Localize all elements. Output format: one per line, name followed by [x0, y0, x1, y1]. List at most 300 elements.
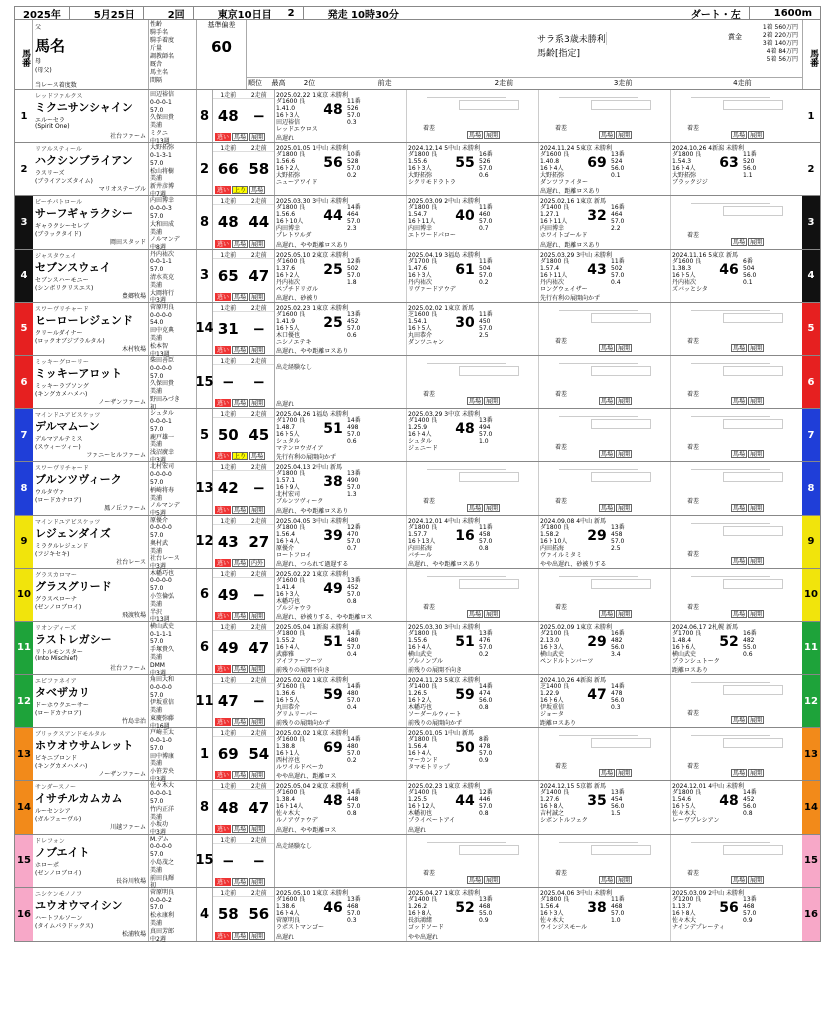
race-left-line-1: 1.55.6 — [408, 158, 428, 166]
horse-name[interactable]: ヒーローレジェンド — [35, 313, 133, 327]
race-empty-tags — [599, 610, 632, 618]
legend-name: 馬名 — [35, 37, 66, 55]
race-right-line-0: 13番 — [611, 151, 625, 159]
trait-tag: 展開 — [251, 666, 264, 674]
past-race-1[interactable] — [275, 835, 407, 887]
past-race-3[interactable] — [539, 622, 671, 674]
race-index: 44 — [323, 208, 343, 225]
race-right-line-0: 11番 — [611, 895, 625, 903]
horse-name[interactable]: ハクシンブライアン — [35, 154, 133, 168]
horse-row[interactable] — [15, 303, 820, 356]
past-race-3[interactable] — [539, 835, 671, 887]
index-values — [213, 312, 274, 346]
speed-index — [213, 622, 275, 674]
trait-tag: 展開 — [750, 610, 763, 618]
past-race-1[interactable] — [275, 675, 407, 727]
race-left-line-1: 1.22.9 — [540, 690, 560, 698]
race-right-line-1: 490 — [347, 477, 359, 485]
race-left — [539, 895, 588, 931]
race-right-line-2: 57.0 — [479, 324, 493, 332]
race-right-line-1: 504 — [743, 264, 755, 272]
race-left — [275, 470, 324, 506]
race-right-line-3: 1.0 — [479, 438, 489, 446]
race-empty-header — [691, 835, 770, 843]
race-left-line-1: 1.54.3 — [672, 158, 692, 166]
legend-trainer: 調教師名 — [150, 53, 175, 60]
race-body — [539, 524, 670, 559]
race-left-line-2: 16ト14人 — [276, 803, 304, 811]
horse-row[interactable] — [15, 462, 820, 518]
trait-tag: 上り — [234, 453, 247, 461]
past-race-4[interactable] — [671, 569, 802, 621]
std-box — [197, 20, 247, 89]
race-index: 29 — [587, 527, 607, 544]
jockey-line-2: 57.0 — [150, 425, 164, 433]
race-right-line-3: 0.8 — [479, 704, 489, 712]
race-empty-label: 着差 — [687, 603, 700, 611]
past-race-4[interactable] — [671, 888, 802, 941]
horse-row[interactable] — [15, 622, 820, 675]
horse-row[interactable] — [15, 409, 820, 462]
past-race-2[interactable] — [407, 888, 539, 941]
past-race-2[interactable] — [407, 143, 539, 195]
race-empty-tags — [731, 238, 764, 246]
race-right — [479, 524, 538, 559]
jockey-line-2: 57.0 — [150, 106, 164, 114]
race-left-line-0: ダ1700 良 — [672, 629, 702, 637]
past-race-2[interactable] — [407, 675, 539, 727]
trait-tag: 展開 — [251, 612, 264, 620]
past-race-4[interactable] — [671, 835, 802, 887]
race-right-line-2: 57.0 — [479, 271, 493, 279]
index-values — [213, 99, 274, 133]
horse-name[interactable]: ミクニサンシャイン — [35, 101, 133, 114]
race-left-line-1: 1.41.4 — [276, 583, 296, 591]
jockey-line-3: 鹿戸雄一 — [150, 433, 175, 441]
horse-name[interactable]: ブルンツヴィーク — [35, 473, 122, 487]
past-races — [275, 835, 802, 887]
jockey-info — [149, 835, 197, 890]
jockey-line-1: 0-0-0-0 — [150, 524, 172, 532]
index-values — [213, 844, 274, 878]
race-left-line-4: グリムリーパー — [276, 711, 318, 719]
race-right-line-2: 56.0 — [743, 803, 757, 811]
index-labels — [213, 250, 274, 259]
past-race-3[interactable] — [539, 250, 671, 302]
past-race-1[interactable] — [275, 250, 407, 302]
race-right-line-2: 57.0 — [611, 271, 625, 279]
past-race-1[interactable] — [275, 462, 407, 514]
race-condition: 馬齢[指定] — [537, 49, 581, 59]
horse-number: 13 — [15, 728, 33, 780]
horse-number: 1 — [15, 90, 33, 142]
race-left — [275, 736, 324, 772]
best-label: 1走前 — [213, 835, 244, 844]
past-race-1[interactable] — [275, 728, 407, 780]
second-index: 27 — [248, 532, 270, 551]
race-left — [539, 204, 588, 240]
jockey-line-4: 美浦 — [150, 175, 163, 183]
past-race-1[interactable] — [275, 356, 407, 408]
past-race-4[interactable] — [671, 675, 802, 727]
index-labels — [213, 143, 274, 152]
breeder-name: 川越ファーム — [110, 824, 146, 832]
col-order: 順位 — [248, 79, 262, 87]
jockey-line-0: 田辺裕信 — [150, 91, 175, 98]
race-left-line-2: 16ト6人 — [540, 697, 564, 705]
horse-row[interactable] — [15, 250, 820, 303]
race-left-line-3: 菅原明良 — [276, 916, 301, 924]
race-empty-label: 着差 — [423, 603, 436, 611]
second-index: 58 — [248, 160, 270, 179]
best-index: 50 — [217, 426, 239, 445]
race-right — [479, 736, 538, 771]
damsire-name: (シンボリクリスエス) — [35, 284, 94, 292]
race-empty-label: 着差 — [555, 337, 568, 345]
trait-tag: 展開 — [486, 504, 499, 512]
best-label: 1走前 — [213, 90, 244, 99]
jockey-line-1: 0-0-0-2 — [150, 896, 172, 904]
past-race-4[interactable] — [671, 462, 802, 514]
best-index: 43 — [217, 532, 239, 551]
past-race-2[interactable] — [407, 462, 539, 514]
jockey-line-5: 野田みづき — [150, 395, 180, 403]
race-body — [539, 630, 670, 665]
past-race-1[interactable] — [275, 622, 407, 674]
horse-row[interactable] — [15, 728, 820, 784]
past-race-3[interactable] — [539, 356, 671, 408]
race-body — [407, 683, 538, 718]
race-index: 35 — [587, 793, 607, 810]
past-race-4[interactable] — [671, 781, 802, 833]
trait-tag: 馬場 — [234, 506, 247, 514]
trait-tag: 馬場 — [234, 293, 247, 301]
past-race-2[interactable] — [407, 90, 539, 142]
past-race-3[interactable] — [539, 569, 671, 621]
past-race-1[interactable] — [275, 569, 407, 621]
trait-tag: 馬場 — [469, 504, 482, 512]
jockey-line-6: 中3週 — [150, 669, 166, 677]
dam-name: ミッキーラブソング — [35, 382, 89, 390]
trait-tag: 馬場 — [234, 772, 247, 780]
banum-label-right: 馬番 — [802, 20, 820, 89]
race-empty-tags — [599, 504, 632, 512]
race-right-line-1: 526 — [479, 158, 491, 166]
past-race-4[interactable] — [671, 728, 802, 780]
race-empty-label: 着差 — [555, 391, 568, 399]
race-right-line-3: 2.5 — [611, 544, 621, 552]
second-index: 45 — [248, 426, 270, 445]
race-body — [407, 789, 538, 824]
jockey-line-1: 0-0-0-0 — [150, 577, 172, 585]
horse-row[interactable] — [15, 356, 820, 409]
second-index: − — [252, 851, 266, 870]
race-left-line-4: ラポストマンゴー — [276, 923, 325, 931]
horse-row[interactable] — [15, 781, 820, 837]
sire-name: グラスカロマー — [35, 571, 77, 579]
past-race-3[interactable] — [539, 303, 671, 355]
past-race-4[interactable] — [671, 409, 802, 461]
past-race-4[interactable] — [671, 356, 802, 408]
jockey-line-6: 中3週 — [150, 776, 166, 784]
race-right-line-0: 12番 — [347, 257, 361, 265]
race-right — [611, 896, 670, 931]
race-left — [275, 629, 323, 665]
race-left — [407, 896, 451, 931]
race-left-line-3: 大野拓弥 — [672, 172, 697, 180]
past-race-4[interactable] — [671, 516, 802, 568]
past-race-3[interactable] — [539, 143, 671, 195]
past-race-1[interactable] — [275, 888, 407, 941]
jockey-line-2: 57.0 — [150, 904, 164, 912]
past-race-4[interactable] — [671, 196, 802, 248]
jockey-line-2: 57.0 — [150, 159, 164, 167]
horse-number: 8 — [15, 462, 33, 514]
race-empty-box — [459, 100, 519, 110]
race-left-line-2: 16ト8人 — [540, 803, 564, 811]
index-tags — [213, 878, 274, 887]
past-race-3[interactable] — [539, 409, 671, 461]
past-race-2[interactable] — [407, 250, 539, 302]
horse-name[interactable]: レジェンダイズ — [35, 526, 111, 540]
horse-row[interactable] — [15, 675, 820, 728]
past-races — [275, 728, 802, 780]
race-left-line-4: プレトワルダ — [276, 232, 312, 240]
race-index: 46 — [323, 899, 343, 916]
past-race-4[interactable] — [671, 143, 802, 195]
past-race-2[interactable] — [407, 303, 539, 355]
race-left-line-0: 芝1600 良 — [408, 310, 438, 318]
index-tags — [213, 240, 274, 249]
horse-name[interactable]: イサチルカムカム — [35, 792, 123, 806]
past-race-2[interactable] — [407, 569, 539, 621]
race-empty-box — [723, 738, 783, 748]
race-left-line-1: 1.27.1 — [540, 211, 560, 219]
jockey-line-1: 0-0-0-1 — [150, 98, 172, 106]
second-index: − — [252, 319, 266, 338]
race-note: 前残りの展開向かず — [276, 720, 331, 728]
trait-tag: 展開 — [251, 878, 264, 886]
trait-tag: 馬場 — [733, 344, 746, 352]
past-race-4[interactable] — [671, 622, 802, 674]
horse-row[interactable] — [15, 143, 820, 196]
trait-tag: 逃い — [217, 293, 230, 301]
best-label: 1走前 — [213, 622, 244, 631]
past-race-1[interactable] — [275, 143, 407, 195]
past-race-4[interactable] — [671, 250, 802, 302]
past-race-4[interactable] — [671, 303, 802, 355]
race-header: 2024.10.26 4新潟 未勝利 — [672, 145, 744, 153]
race-left-line-1: 1.55.6 — [408, 636, 428, 644]
speed-index — [213, 888, 275, 941]
past-race-1[interactable] — [275, 781, 407, 833]
race-index: 38 — [587, 899, 607, 916]
race-right-line-0: 16番 — [611, 204, 625, 212]
horse-row[interactable] — [15, 196, 820, 252]
race-right — [347, 311, 406, 346]
past-race-1[interactable] — [275, 196, 407, 248]
speed-index — [213, 196, 275, 248]
past-races — [275, 409, 802, 461]
index-labels — [213, 90, 274, 99]
race-note: 出遅れ、距離ロスあり — [540, 241, 601, 249]
past-race-1[interactable] — [275, 303, 407, 355]
race-body — [671, 151, 802, 186]
race-right-line-3: 0.6 — [347, 438, 357, 446]
past-race-2[interactable] — [407, 622, 539, 674]
trait-tag: 馬場 — [601, 132, 614, 140]
trait-tag: 展開 — [251, 240, 264, 248]
race-left — [275, 311, 319, 346]
race-right-line-3: 0.8 — [479, 810, 489, 818]
race-left-line-3: 吉村誠之 — [540, 810, 565, 818]
race-right-line-0: 14番 — [347, 417, 361, 425]
index-tags — [213, 718, 274, 727]
race-left-line-4: ブランシュトーク — [672, 657, 720, 665]
jockey-line-5: DMM — [150, 661, 165, 669]
race-right — [347, 98, 406, 133]
race-right — [347, 204, 406, 239]
past-race-4[interactable] — [671, 90, 802, 142]
horse-name[interactable]: グラスグリード — [35, 579, 112, 593]
race-left-line-4: ルノアヴァウデ — [276, 817, 318, 825]
horse-name[interactable]: ラストレガシー — [35, 632, 112, 646]
past-race-3[interactable] — [539, 728, 671, 780]
race-body — [275, 896, 406, 931]
race-empty-label: 着差 — [555, 125, 568, 133]
past-race-3[interactable] — [539, 675, 671, 727]
race-note: 出遅れ、つられて過遅する — [276, 560, 349, 568]
breeder-name: 岡田スタッド — [109, 239, 146, 247]
horse-name[interactable]: サーフギャラクシー — [35, 207, 134, 221]
index-labels — [213, 356, 274, 365]
meta-legend — [149, 20, 197, 89]
trait-tag: 馬場 — [733, 770, 746, 778]
race-right-line-0: 11番 — [743, 151, 757, 159]
race-right-line-3: 0.6 — [347, 331, 357, 339]
legend-record: 当レース着度数 — [35, 82, 77, 89]
race-header-bar — [14, 6, 821, 20]
second-index: 47 — [248, 798, 270, 817]
rank-order: 2 — [197, 143, 213, 195]
past-race-2[interactable] — [407, 409, 539, 461]
horse-name[interactable]: ミッキーアロット — [35, 366, 123, 380]
past-race-3[interactable] — [539, 90, 671, 142]
race-left — [407, 789, 456, 825]
past-race-3[interactable] — [539, 888, 671, 941]
race-left-line-3: マーカンド — [408, 757, 438, 765]
race-empty-tags — [731, 344, 764, 352]
jockey-line-4: 美浦 — [150, 813, 163, 821]
sire-name: リオンディーズ — [35, 624, 77, 632]
race-right-line-0: 14番 — [347, 629, 361, 637]
race-left-line-0: ダ1800 良 — [540, 523, 570, 531]
race-right-line-0: 13番 — [611, 523, 625, 531]
best-index: 65 — [217, 266, 239, 285]
trait-tag: 展開 — [251, 772, 264, 780]
past-race-3[interactable] — [539, 781, 671, 833]
horse-name[interactable]: タベザカリ — [35, 686, 90, 700]
race-right-line-3: 0.8 — [479, 544, 489, 552]
race-body — [407, 736, 538, 771]
jockey-line-6: 中7週 — [150, 190, 166, 198]
past-race-1[interactable] — [275, 516, 407, 568]
horse-name[interactable]: デルマムーン — [35, 420, 100, 434]
speed-index — [213, 569, 275, 621]
race-right-line-1: 504 — [479, 264, 491, 272]
race-left-line-0: ダ1700 良 — [276, 417, 306, 425]
second-index: − — [252, 479, 266, 498]
race-left-line-4: ルワイルドベーカ — [276, 764, 324, 772]
race-header: 2025.03.09 2中山 未勝利 — [408, 198, 480, 206]
sire-name: マインドユアビスケッツ — [35, 412, 101, 420]
past-race-2[interactable] — [407, 196, 539, 248]
past-race-2[interactable] — [407, 516, 539, 568]
horse-row[interactable] — [15, 888, 820, 941]
race-body — [539, 258, 670, 293]
past-race-1[interactable] — [275, 409, 407, 461]
race-note: 出遅れ、やや距離ロスあり — [408, 560, 481, 568]
best-label: 1走前 — [213, 250, 244, 259]
horse-name[interactable]: ホウオウサムレット — [35, 739, 134, 753]
prize-5: 5着 56万円 — [766, 56, 798, 63]
race-left-line-2: 16ト11人 — [408, 218, 436, 226]
dam-name: セブンスハーモニー — [35, 276, 89, 284]
race-right — [347, 364, 406, 371]
jockey-line-6: 中3週 — [150, 829, 166, 837]
jockey-line-4: 美浦 — [150, 920, 163, 927]
dam-name: ルーセンシア — [35, 808, 71, 816]
race-empty-box — [591, 738, 651, 748]
horse-row[interactable] — [15, 516, 820, 569]
past-race-3[interactable] — [539, 196, 671, 248]
race-right-line-1: 478 — [479, 743, 491, 751]
rank-order: 14 — [197, 303, 213, 355]
past-race-2[interactable] — [407, 356, 539, 408]
horse-name[interactable]: セブンスウェイ — [35, 260, 111, 274]
race-left-line-0: ダ1800 良 — [408, 629, 438, 637]
race-right-line-3: 0.4 — [347, 704, 357, 712]
jockey-line-5: ノルマンデ — [150, 236, 180, 244]
race-right-line-0: 16番 — [611, 629, 625, 637]
past-race-3[interactable] — [539, 462, 671, 514]
race-note: 出遅れ — [276, 401, 295, 409]
race-index: 39 — [323, 527, 343, 544]
horse-row[interactable] — [15, 569, 820, 622]
horse-number: 2 — [15, 143, 33, 195]
column-header — [14, 20, 821, 90]
jockey-line-0: 丹内祐次 — [150, 250, 175, 258]
race-right — [347, 896, 406, 931]
past-race-1[interactable] — [275, 90, 407, 142]
horse-name[interactable]: ノブエイト — [35, 845, 90, 859]
race-index: 50 — [455, 740, 475, 757]
horse-row[interactable] — [15, 835, 820, 888]
second-index: 47 — [248, 266, 270, 285]
race-right-line-0: 6番 — [743, 257, 753, 265]
horse-name[interactable]: ユウオウマイシン — [35, 898, 123, 912]
past-race-2[interactable] — [407, 835, 539, 887]
best-label: 1走前 — [213, 409, 244, 418]
race-left-line-1: 1.38.3 — [672, 264, 692, 272]
past-race-3[interactable] — [539, 516, 671, 568]
race-left — [275, 577, 319, 612]
horse-row[interactable] — [15, 90, 820, 143]
past-race-2[interactable] — [407, 728, 539, 780]
race-header: 2025.04.05 3中山 未勝利 — [276, 517, 348, 525]
race-index: 63 — [719, 155, 739, 172]
past-race-2[interactable] — [407, 781, 539, 833]
